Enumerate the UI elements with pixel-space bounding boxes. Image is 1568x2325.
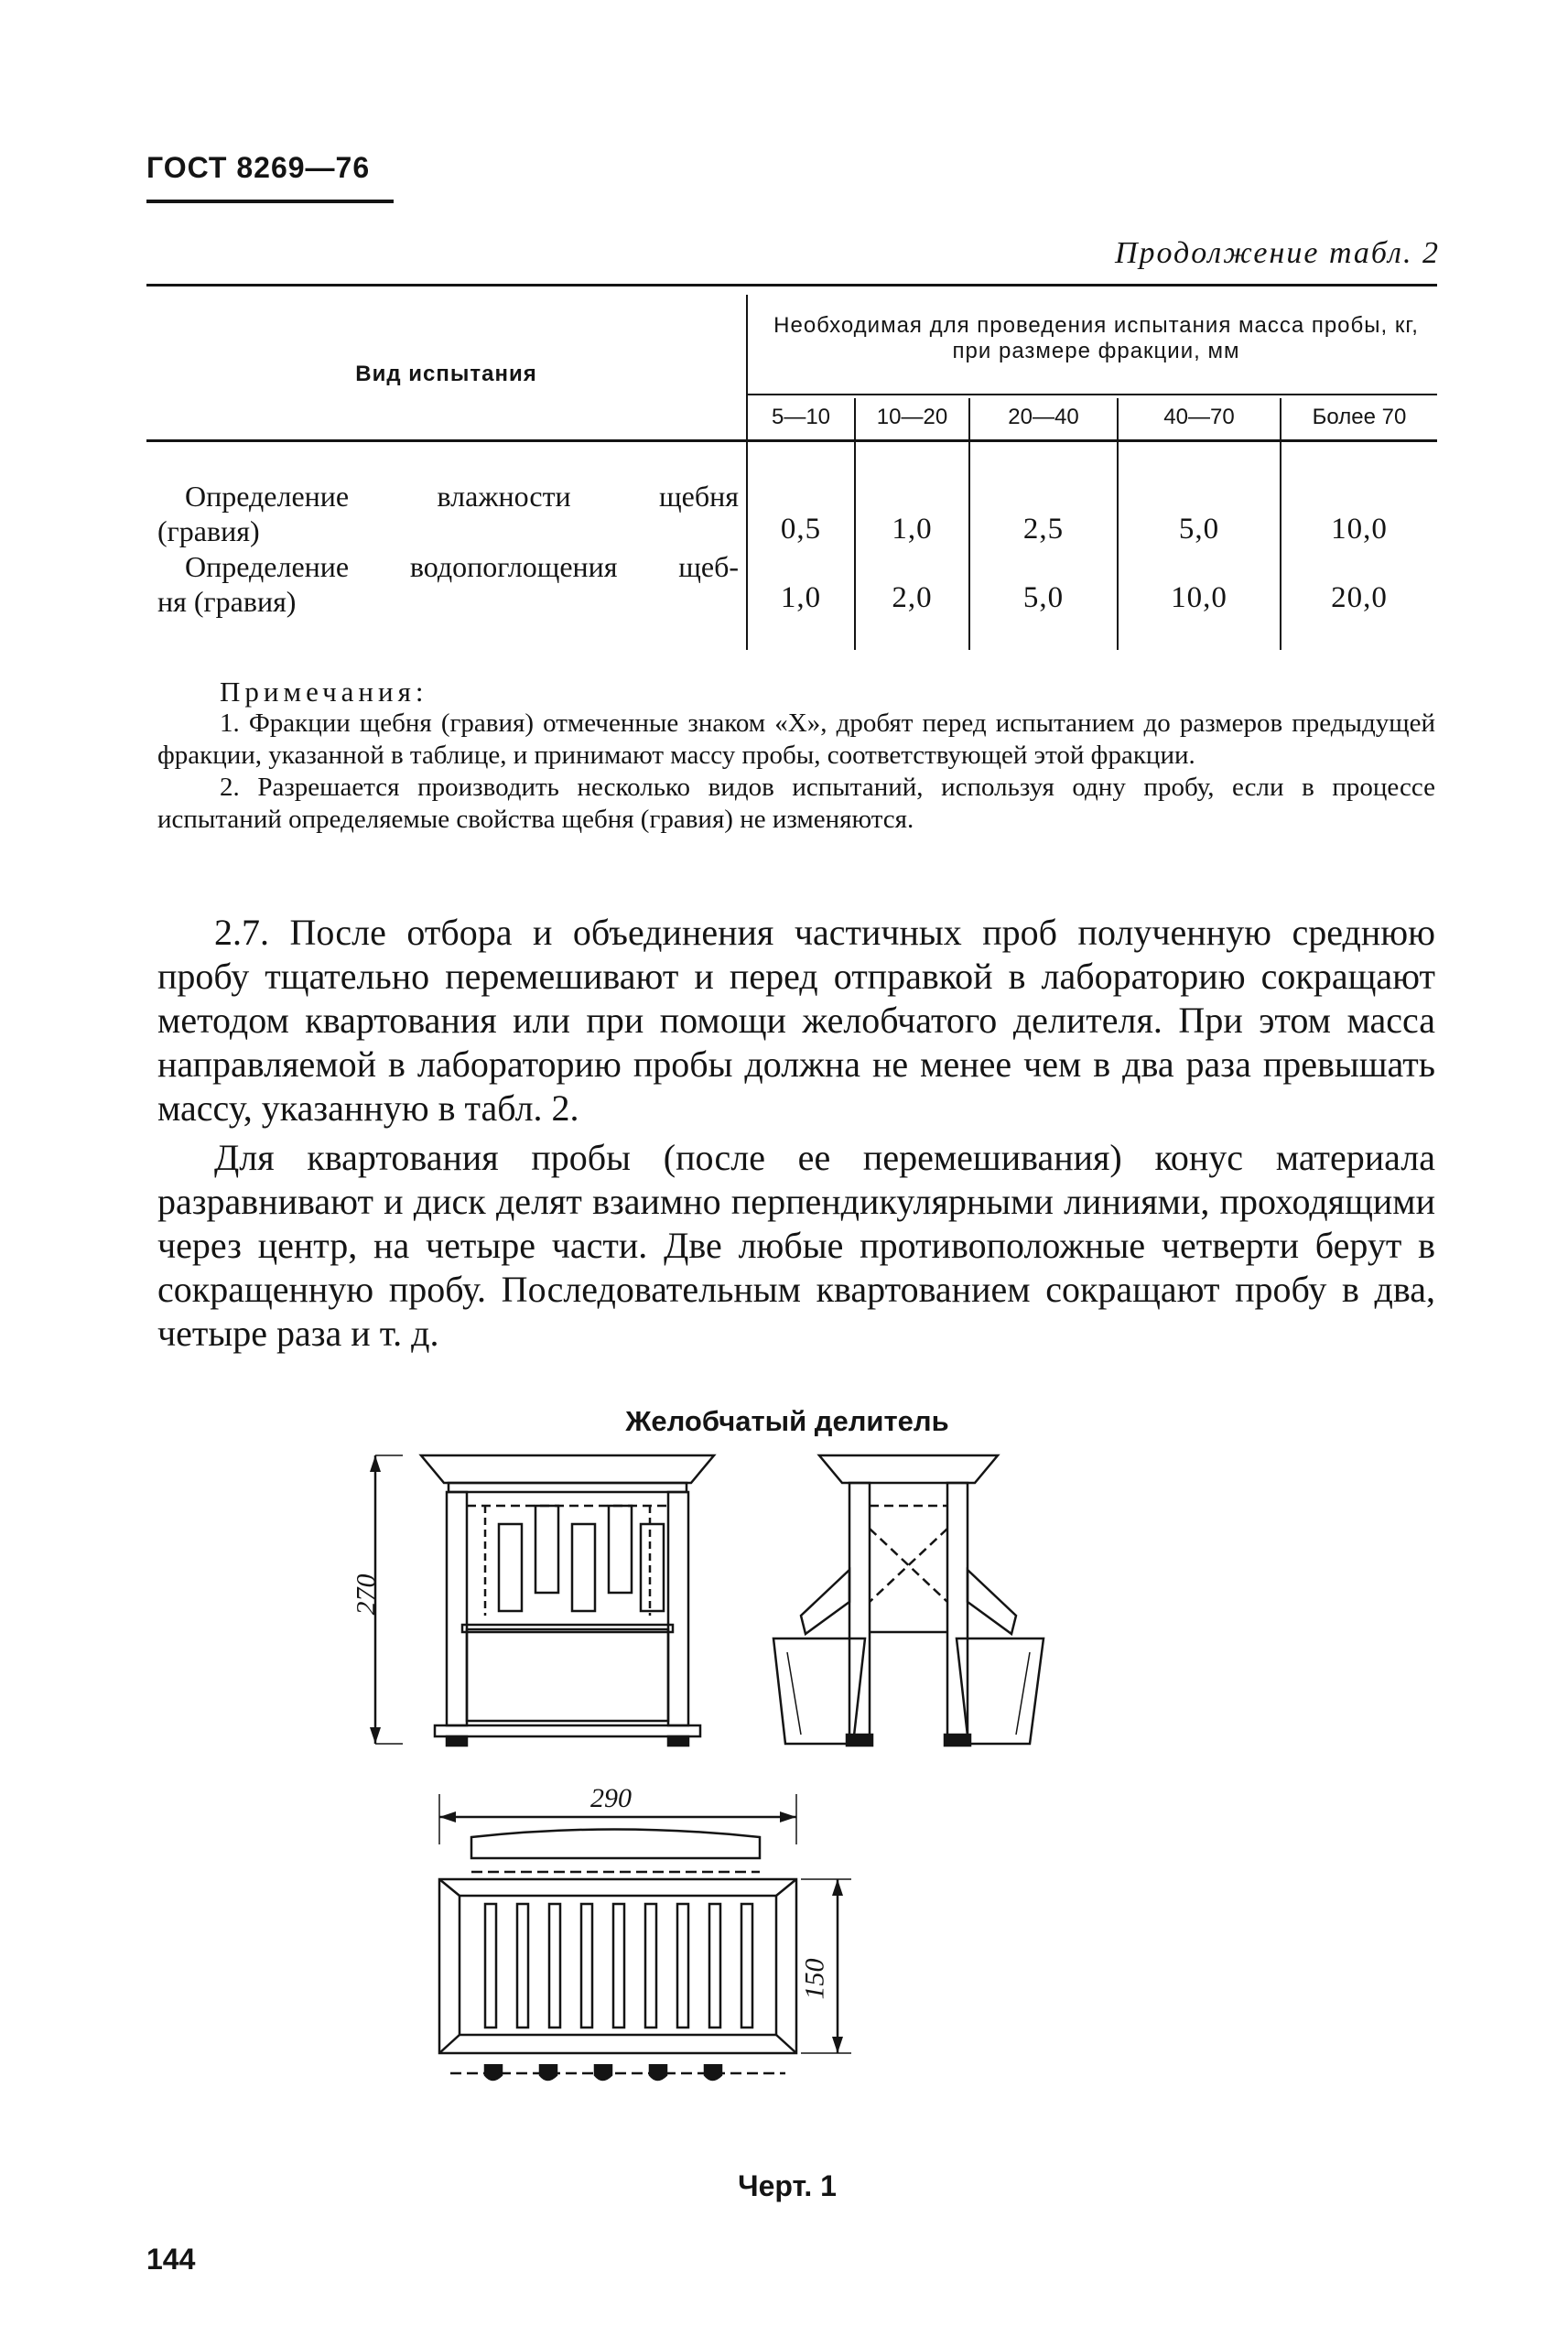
page-number: 144 (146, 2243, 196, 2276)
table-cell: 20,0 (1331, 581, 1388, 614)
fraction-header: 5—10 (771, 405, 831, 429)
dimension-depth: 150 (799, 1958, 830, 2000)
fraction-header: 40—70 (1163, 405, 1235, 429)
dimension-height: 270 (351, 1573, 382, 1616)
table-cell: 5,0 (1178, 513, 1220, 546)
fraction-header: Более 70 (1312, 405, 1407, 429)
note-item: 2. Разрешается производить несколько видов испытаний, используя одну пробу, если в процессе испытаний определяемые свойства щебня (гравия) не изменяются. (157, 773, 1435, 834)
figure-title: Желобчатый делитель (625, 1405, 949, 1437)
table-continuation-label: Продолжение табл. 2 (1114, 236, 1440, 270)
fraction-header: 10—20 (876, 405, 948, 429)
plan-view (439, 1794, 851, 2080)
paragraph-2-7: 2.7. После отбора и объединения частичных проб полученную среднюю пробу тщательно перемешивают и перед отправкой в лабораторию сокращают методом квартования или при помощи желобчатого делителя. При этом масса направляемой в лабораторию пробы должна не менее чем в два раза превышать массу, указанную в табл. 2. (157, 912, 1435, 1129)
side-view (773, 1455, 1044, 1746)
table-cell: 5,0 (1022, 581, 1065, 614)
note-item: 1. Фракции щебня (гравия) отмеченные знаком «X», дробят перед испытанием до размеров предыдущей фракции, указанной в таблице, и принимают массу пробы, соответствующей этой фракции. (157, 708, 1435, 770)
table-top-rule (146, 284, 1437, 287)
notes-title: Примечания: (220, 676, 428, 708)
table-2 (146, 284, 1437, 650)
fraction-header: 20—40 (1008, 405, 1079, 429)
column-header-test-type: Вид испытания (355, 362, 537, 386)
notes (157, 676, 1435, 836)
column-group-header: Необходимая для проведения испытания масса пробы, кг, при размере фракции, мм (773, 313, 1419, 363)
front-view (370, 1455, 714, 1746)
table-cell: 1,0 (780, 581, 822, 614)
body-text (157, 911, 1435, 1356)
table-cell: 2,0 (892, 581, 933, 614)
table-cell: 10,0 (1171, 581, 1227, 614)
table-row-label: Определение влажности щебня (гравия) (157, 480, 739, 547)
plan-slats (485, 1904, 752, 2028)
figure-caption: Черт. 1 (738, 2169, 837, 2202)
header-underline (146, 200, 394, 203)
table-row-label: Определение водопоглощения щеб- ня (гравия) (157, 550, 739, 618)
table-header-rule (146, 439, 1437, 442)
table-cell: 1,0 (892, 513, 933, 546)
table-cell: 2,5 (1022, 513, 1065, 546)
document-code: ГОСТ 8269—76 (146, 151, 371, 184)
paragraph-quartering: Для квартования пробы (после ее перемешивания) конус материала разравнивают и диск делят взаимно перпендикулярными линиями, проходящими через центр, на четыре части. Две любые противоположные четверти берут в сокращенную пробу. Последовательным квартованием сокращают пробу в два, четыре раза и т. д. (157, 1137, 1435, 1354)
splitter-drawing (348, 1442, 1227, 2174)
chute-slats (485, 1506, 664, 1616)
table-group-rule (746, 394, 1437, 395)
table-cell: 10,0 (1331, 513, 1388, 546)
dimension-width: 290 (590, 1783, 632, 1813)
table-cell: 0,5 (780, 513, 822, 546)
